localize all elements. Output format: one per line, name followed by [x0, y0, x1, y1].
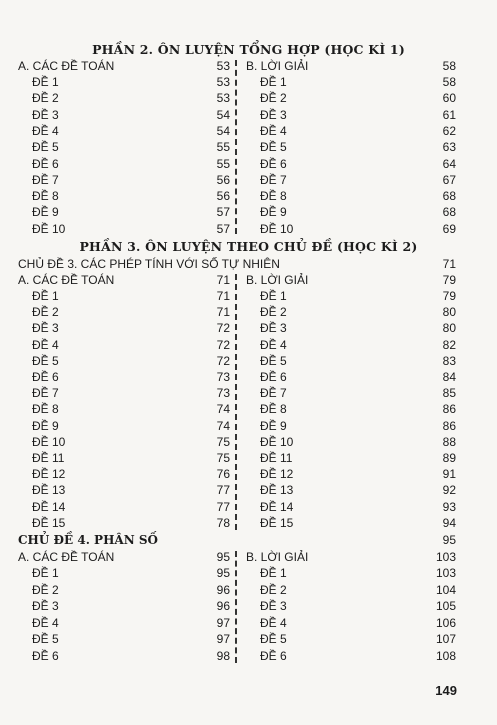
entry-page: 79: [442, 289, 456, 303]
entry-page: 56: [216, 189, 230, 204]
entry-label: ĐỀ 10: [32, 434, 66, 449]
toc-entry: [18, 353, 230, 369]
entry-page: 76: [216, 467, 230, 482]
toc-entry: [18, 107, 230, 123]
toc-entry: [246, 304, 456, 320]
entry-label: ĐỀ 14: [32, 499, 66, 514]
toc-entry: [18, 482, 230, 498]
entry-label: ĐỀ 15: [32, 515, 66, 530]
entry-page: 74: [216, 402, 230, 417]
entry-page: 72: [216, 321, 230, 336]
entry-page: 86: [442, 418, 456, 433]
entry-page: 97: [216, 632, 230, 646]
entry-label: ĐỀ 10: [32, 221, 66, 236]
toc-entry: [18, 369, 230, 385]
toc-entry: [246, 631, 456, 647]
header-label: B. LỜI GIẢI: [246, 550, 309, 564]
entry-page: 107: [435, 632, 456, 646]
toc-entry: [246, 288, 456, 304]
column-divider: [235, 551, 237, 663]
topic3-right-header: [246, 272, 456, 288]
topic4-title-row: [18, 532, 456, 548]
entry-label: ĐỀ 5: [260, 140, 287, 155]
toc-entry: [18, 615, 230, 631]
entry-page: 96: [216, 582, 230, 597]
entry-page: 71: [216, 305, 230, 320]
topic4-page: 95: [442, 533, 456, 547]
page-number: 149: [435, 683, 457, 698]
toc-entry: [18, 631, 230, 647]
toc-entry: [246, 385, 456, 401]
entry-label: ĐỀ 6: [32, 648, 59, 663]
entry-label: ĐỀ 7: [260, 172, 287, 187]
entry-page: 53: [216, 75, 230, 89]
toc-entry: [246, 434, 456, 450]
toc-entry: [18, 156, 230, 172]
toc-entry: [246, 337, 456, 353]
topic3-page: 71: [442, 257, 456, 271]
entry-page: 57: [216, 205, 230, 220]
toc-entry: [18, 221, 230, 237]
toc-entry: [18, 304, 230, 320]
entry-label: ĐỀ 6: [260, 370, 287, 384]
entry-label: ĐỀ 14: [260, 499, 294, 514]
topic3-left-header: [18, 272, 230, 288]
header-page: 53: [216, 59, 230, 73]
entry-page: 54: [216, 123, 230, 138]
entry-label: ĐỀ 4: [260, 337, 287, 352]
toc-entry: [18, 515, 230, 531]
entry-page: 77: [216, 499, 230, 514]
toc-entry: [246, 123, 456, 139]
topic4-title: CHỦ ĐỀ 4. PHÂN SỐ: [18, 533, 158, 547]
toc-entry: [18, 565, 230, 581]
entry-label: ĐỀ 1: [260, 289, 287, 303]
toc-entry: [18, 139, 230, 155]
entry-label: ĐỀ 2: [32, 305, 59, 320]
header-label: A. CÁC ĐỀ TOÁN: [18, 550, 115, 564]
entry-page: 77: [216, 483, 230, 498]
entry-label: ĐỀ 9: [260, 205, 287, 220]
toc-entry: [18, 337, 230, 353]
toc-entry: [246, 482, 456, 498]
entry-page: 82: [442, 337, 456, 352]
entry-page: 55: [216, 140, 230, 155]
entry-page: 61: [442, 107, 456, 122]
toc-entry: [246, 320, 456, 336]
header-page: 103: [435, 550, 456, 564]
toc-entry: [18, 123, 230, 139]
entry-page: 58: [442, 75, 456, 89]
entry-page: 80: [442, 321, 456, 336]
entry-label: ĐỀ 5: [260, 353, 287, 368]
toc-entry: [18, 188, 230, 204]
header-label: B. LỜI GIẢI: [246, 273, 309, 287]
entry-label: ĐỀ 5: [32, 140, 59, 155]
entry-page: 68: [442, 189, 456, 204]
toc-entry: [18, 74, 230, 90]
entry-label: ĐỀ 4: [260, 615, 287, 630]
entry-page: 74: [216, 418, 230, 433]
entry-label: ĐỀ 4: [32, 615, 59, 630]
entry-label: ĐỀ 13: [32, 483, 66, 498]
toc-entry: [246, 582, 456, 598]
part3-title: PHẦN 3. ÔN LUYỆN THEO CHỦ ĐỀ (HỌC KÌ 2): [79, 239, 418, 254]
entry-label: ĐỀ 4: [32, 337, 59, 352]
toc-entry: [246, 648, 456, 664]
entry-page: 64: [442, 156, 456, 171]
entry-page: 80: [442, 305, 456, 320]
header-page: 95: [216, 550, 230, 564]
entry-label: ĐỀ 15: [260, 515, 294, 530]
toc-entry: [18, 172, 230, 188]
entry-page: 108: [435, 648, 456, 663]
header-page: 79: [442, 273, 456, 287]
entry-label: ĐỀ 3: [32, 599, 59, 613]
entry-label: ĐỀ 1: [260, 75, 287, 89]
entry-page: 94: [442, 515, 456, 530]
entry-page: 98: [216, 648, 230, 663]
entry-label: ĐỀ 2: [260, 91, 287, 106]
entry-label: ĐỀ 5: [32, 353, 59, 368]
entry-page: 78: [216, 515, 230, 530]
entry-page: 89: [442, 451, 456, 465]
entry-page: 73: [216, 386, 230, 401]
entry-label: ĐỀ 4: [260, 123, 287, 138]
entry-label: ĐỀ 2: [260, 305, 287, 320]
toc-entry: [246, 401, 456, 417]
toc-entry: [246, 565, 456, 581]
toc-entry: [246, 188, 456, 204]
toc-entry: [246, 172, 456, 188]
topic3-title-row: [18, 256, 456, 272]
entry-page: 105: [435, 599, 456, 613]
toc-entry: [246, 221, 456, 237]
toc-entry: [18, 401, 230, 417]
entry-page: 103: [435, 566, 456, 580]
toc-entry: [246, 450, 456, 466]
topic4-right-header: [246, 549, 456, 565]
entry-label: ĐỀ 12: [260, 467, 294, 482]
toc-entry: [18, 418, 230, 434]
topic4-left-header: [18, 549, 230, 565]
entry-page: 55: [216, 156, 230, 171]
column-divider: [235, 274, 237, 530]
toc-entry: [246, 204, 456, 220]
toc-entry: [18, 598, 230, 614]
entry-label: ĐỀ 3: [32, 107, 59, 122]
entry-label: ĐỀ 5: [260, 632, 287, 646]
entry-page: 56: [216, 172, 230, 187]
entry-page: 86: [442, 402, 456, 417]
entry-page: 67: [442, 172, 456, 187]
entry-page: 91: [442, 467, 456, 482]
entry-label: ĐỀ 7: [32, 172, 59, 187]
entry-page: 96: [216, 599, 230, 613]
entry-label: ĐỀ 3: [260, 599, 287, 613]
entry-page: 106: [435, 615, 456, 630]
entry-label: ĐỀ 3: [260, 107, 287, 122]
toc-entry: [18, 499, 230, 515]
entry-page: 53: [216, 91, 230, 106]
entry-label: ĐỀ 11: [260, 451, 293, 465]
entry-label: ĐỀ 6: [260, 156, 287, 171]
entry-page: 75: [216, 434, 230, 449]
entry-page: 73: [216, 370, 230, 384]
entry-page: 68: [442, 205, 456, 220]
entry-label: ĐỀ 11: [32, 451, 65, 465]
toc-entry: [246, 499, 456, 515]
header-label: B. LỜI GIẢI: [246, 59, 309, 73]
entry-label: ĐỀ 1: [32, 75, 59, 89]
entry-page: 97: [216, 615, 230, 630]
column-divider: [235, 60, 237, 234]
entry-label: ĐỀ 3: [32, 321, 59, 336]
part2-title: PHẦN 2. ÔN LUYỆN TỔNG HỢP (HỌC KÌ 1): [92, 42, 405, 57]
header-label: A. CÁC ĐỀ TOÁN: [18, 59, 115, 73]
toc-entry: [18, 466, 230, 482]
entry-page: 62: [442, 123, 456, 138]
entry-label: ĐỀ 7: [32, 386, 59, 401]
entry-page: 72: [216, 353, 230, 368]
part2-left-header: [18, 58, 230, 74]
entry-label: ĐỀ 10: [260, 434, 294, 449]
entry-label: ĐỀ 1: [260, 566, 287, 580]
header-label: A. CÁC ĐỀ TOÁN: [18, 273, 115, 287]
toc-entry: [18, 434, 230, 450]
entry-label: ĐỀ 2: [260, 582, 287, 597]
entry-page: 72: [216, 337, 230, 352]
toc-entry: [246, 139, 456, 155]
entry-label: ĐỀ 1: [32, 566, 59, 580]
toc-entry: [18, 582, 230, 598]
entry-page: 75: [216, 451, 230, 465]
entry-page: 71: [216, 289, 230, 303]
toc-entry: [18, 288, 230, 304]
entry-page: 63: [442, 140, 456, 155]
toc-entry: [246, 615, 456, 631]
entry-page: 93: [442, 499, 456, 514]
toc-entry: [246, 353, 456, 369]
header-page: 71: [216, 273, 230, 287]
toc-entry: [246, 90, 456, 106]
toc-entry: [246, 156, 456, 172]
entry-label: ĐỀ 10: [260, 221, 294, 236]
toc-entry: [246, 369, 456, 385]
header-page: 58: [442, 59, 456, 73]
entry-page: 60: [442, 91, 456, 106]
toc-entry: [246, 466, 456, 482]
toc-entry: [246, 107, 456, 123]
entry-label: ĐỀ 6: [260, 648, 287, 663]
entry-label: ĐỀ 2: [32, 582, 59, 597]
entry-label: ĐỀ 1: [32, 289, 59, 303]
entry-page: 54: [216, 107, 230, 122]
toc-entry: [246, 515, 456, 531]
toc-entry: [18, 320, 230, 336]
entry-label: ĐỀ 9: [32, 418, 59, 433]
entry-page: 88: [442, 434, 456, 449]
entry-page: 69: [442, 221, 456, 236]
toc-entry: [18, 450, 230, 466]
entry-label: ĐỀ 6: [32, 370, 59, 384]
entry-page: 95: [216, 566, 230, 580]
toc-entry: [246, 74, 456, 90]
toc-entry: [18, 648, 230, 664]
entry-label: ĐỀ 8: [32, 402, 59, 417]
toc-entry: [18, 385, 230, 401]
entry-label: ĐỀ 8: [260, 189, 287, 204]
entry-page: 83: [442, 353, 456, 368]
entry-label: ĐỀ 2: [32, 91, 59, 106]
toc-entry: [18, 204, 230, 220]
entry-page: 85: [442, 386, 456, 401]
entry-page: 104: [435, 582, 456, 597]
entry-label: ĐỀ 8: [32, 189, 59, 204]
toc-entry: [246, 598, 456, 614]
part2-right-header: [246, 58, 456, 74]
entry-label: ĐỀ 13: [260, 483, 294, 498]
entry-label: ĐỀ 9: [32, 205, 59, 220]
entry-label: ĐỀ 8: [260, 402, 287, 417]
entry-page: 57: [216, 221, 230, 236]
toc-entry: [246, 418, 456, 434]
entry-page: 92: [442, 483, 456, 498]
topic3-title: CHỦ ĐỀ 3. CÁC PHÉP TÍNH VỚI SỐ TỰ NHIÊN: [18, 257, 280, 271]
entry-label: ĐỀ 4: [32, 123, 59, 138]
entry-label: ĐỀ 3: [260, 321, 287, 336]
entry-label: ĐỀ 7: [260, 386, 287, 401]
entry-label: ĐỀ 12: [32, 467, 66, 482]
entry-label: ĐỀ 5: [32, 632, 59, 646]
entry-label: ĐỀ 9: [260, 418, 287, 433]
entry-page: 84: [442, 370, 456, 384]
toc-entry: [18, 90, 230, 106]
entry-label: ĐỀ 6: [32, 156, 59, 171]
